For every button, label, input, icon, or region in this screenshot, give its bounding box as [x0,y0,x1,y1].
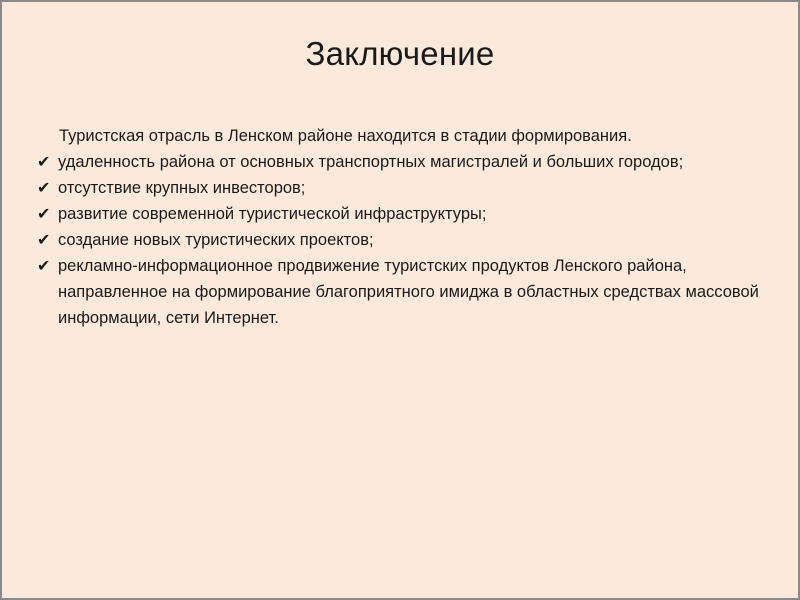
list-item [37,149,777,175]
slide-title: Заключение [305,35,495,72]
check-mark-icon: ✔ [37,256,51,275]
slide-content [37,123,777,331]
bullet-list [37,149,777,331]
intro-text: Туристская отрасль в Ленском районе находится в стадии формирования. [59,127,632,145]
check-mark-icon: ✔ [37,230,51,249]
list-item [37,175,777,201]
list-item [37,227,777,253]
list-item [37,253,777,331]
check-mark-icon: ✔ [37,152,51,171]
list-item [37,201,777,227]
check-mark-icon: ✔ [37,204,51,223]
list-item-text: создание новых туристических проектов; [58,231,374,249]
list-item-text: развитие современной туристической инфраструктуры; [58,205,487,223]
list-item-text: отсутствие крупных инвесторов; [58,179,306,197]
list-item-text: удаленность района от основных транспортных магистралей и больших городов; [58,153,684,171]
check-mark-icon: ✔ [37,178,51,197]
list-item-text: рекламно-информационное продвижение туристских продуктов Ленского района, направленное на формирование благоприятного имиджа в областных средствах массовой информации, сети Интернет. [58,257,759,327]
